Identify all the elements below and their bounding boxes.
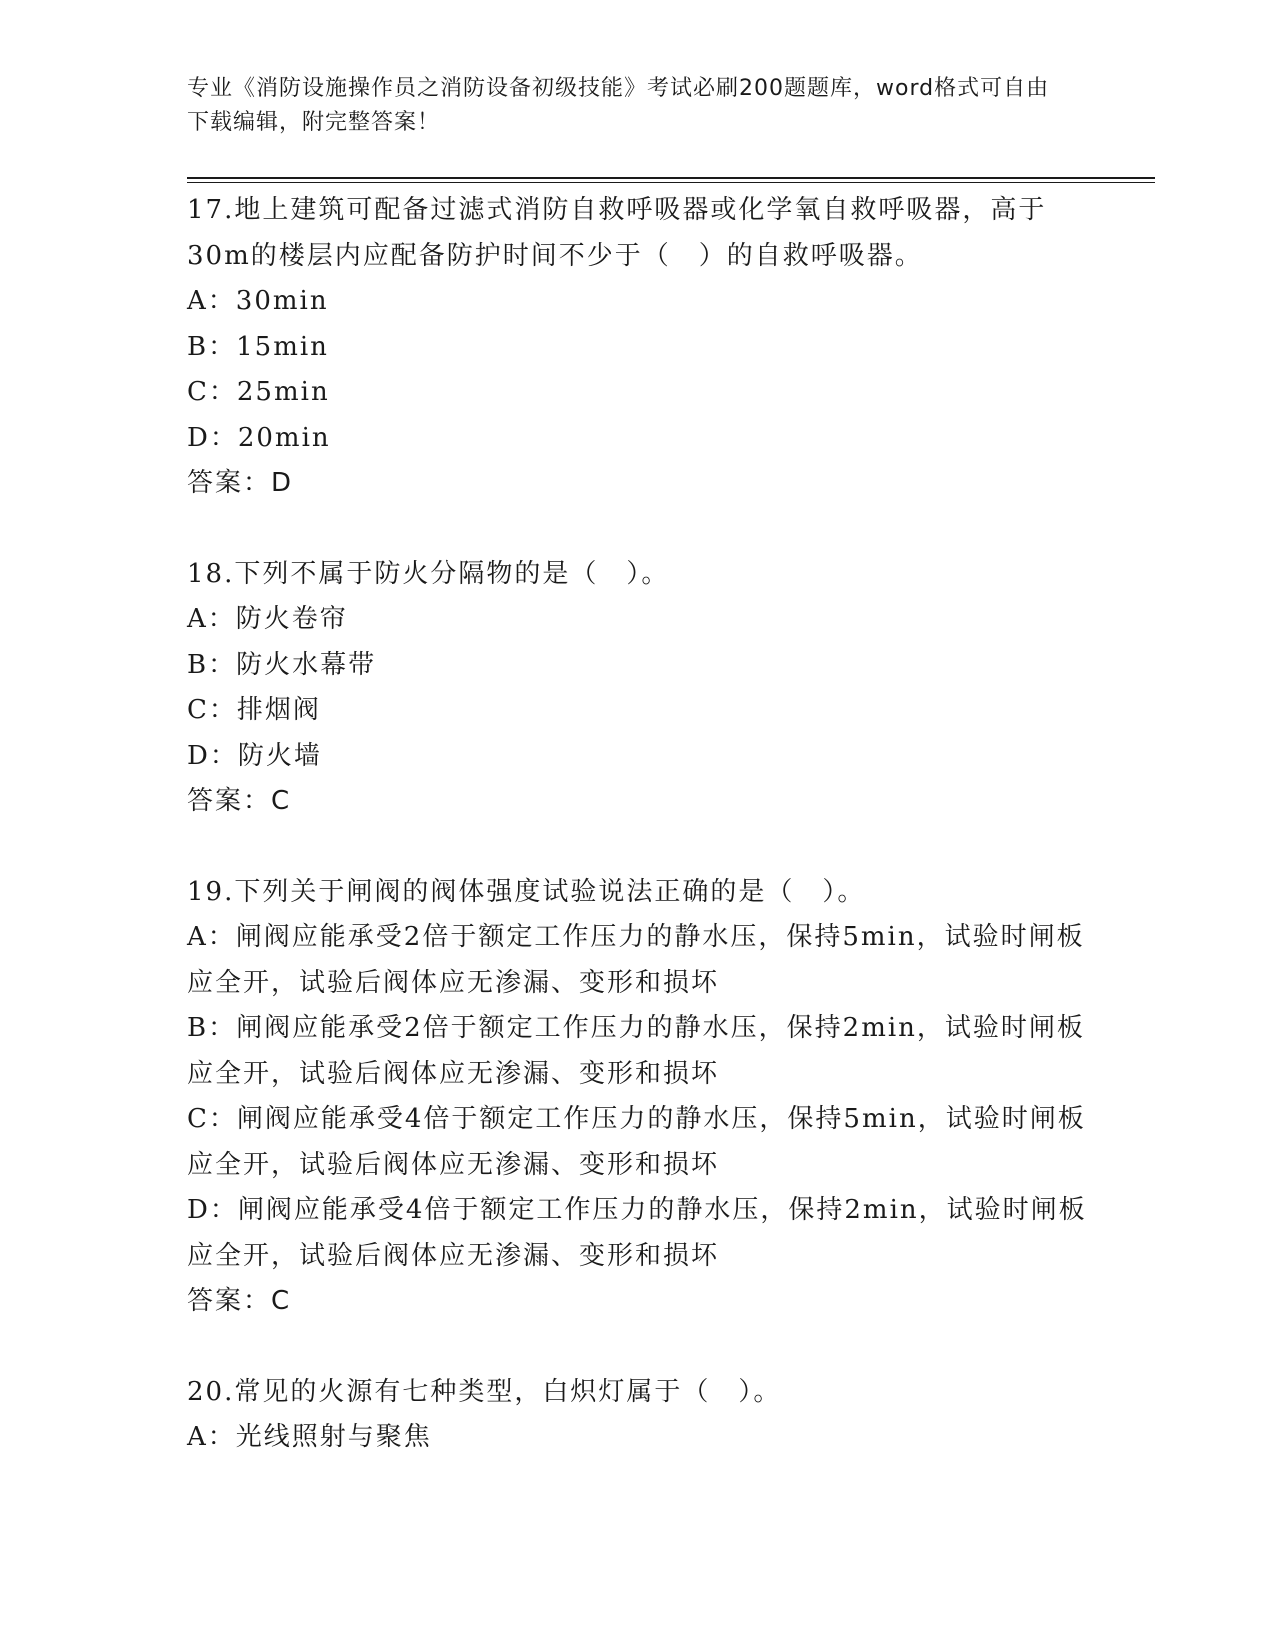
option-b: B：15min <box>187 331 329 362</box>
document-header: 专业《消防设施操作员之消防设备初级技能》考试必刷200题题库，word格式可自由下载编辑，附完整答案！ <box>187 76 1050 135</box>
question-19 <box>187 870 1087 1325</box>
answer: 答案：C <box>187 1286 292 1316</box>
option-d: D：20min <box>187 422 331 453</box>
question-list <box>187 188 1087 1461</box>
answer: 答案：D <box>187 468 294 498</box>
question-20 <box>187 1370 1087 1461</box>
question-17 <box>187 188 1087 507</box>
header-divider-thin <box>187 182 1155 183</box>
option-a: A：闸阀应能承受2倍于额定工作压力的静水压，保持5min，试验时闸板应全开，试验后阀体应无渗漏、变形和损坏 <box>187 922 1085 998</box>
option-c: C：25min <box>187 377 330 407</box>
option-a: A：30min <box>187 286 329 316</box>
option-b: B：闸阀应能承受2倍于额定工作压力的静水压，保持2min，试验时闸板应全开，试验后阀体应无渗漏、变形和损坏 <box>187 1013 1085 1089</box>
option-a: A：防火卷帘 <box>187 604 348 634</box>
option-d: D：防火墙 <box>187 740 322 771</box>
answer: 答案：C <box>187 786 292 816</box>
header-divider <box>187 177 1155 179</box>
option-d: D：闸阀应能承受4倍于额定工作压力的静水压，保持2min，试验时闸板应全开，试验后阀体应无渗漏、变形和损坏 <box>187 1195 1087 1271</box>
option-c: C：排烟阀 <box>187 695 321 725</box>
question-18 <box>187 552 1087 825</box>
question-stem: 20.常见的火源有七种类型，白炽灯属于（ ）。 <box>187 1376 782 1407</box>
option-b: B：防火水幕带 <box>187 649 377 680</box>
question-stem: 19.下列关于闸阀的阀体强度试验说法正确的是（ ）。 <box>187 876 866 907</box>
question-stem: 17.地上建筑可配备过滤式消防自救呼吸器或化学氧自救呼吸器，高于30m的楼层内应配备防护时间不少于（ ）的自救呼吸器。 <box>187 195 1047 271</box>
option-a: A：光线照射与聚焦 <box>187 1422 432 1452</box>
option-c: C：闸阀应能承受4倍于额定工作压力的静水压，保持5min，试验时闸板应全开，试验后阀体应无渗漏、变形和损坏 <box>187 1104 1086 1180</box>
question-stem: 18.下列不属于防火分隔物的是（ ）。 <box>187 558 670 589</box>
